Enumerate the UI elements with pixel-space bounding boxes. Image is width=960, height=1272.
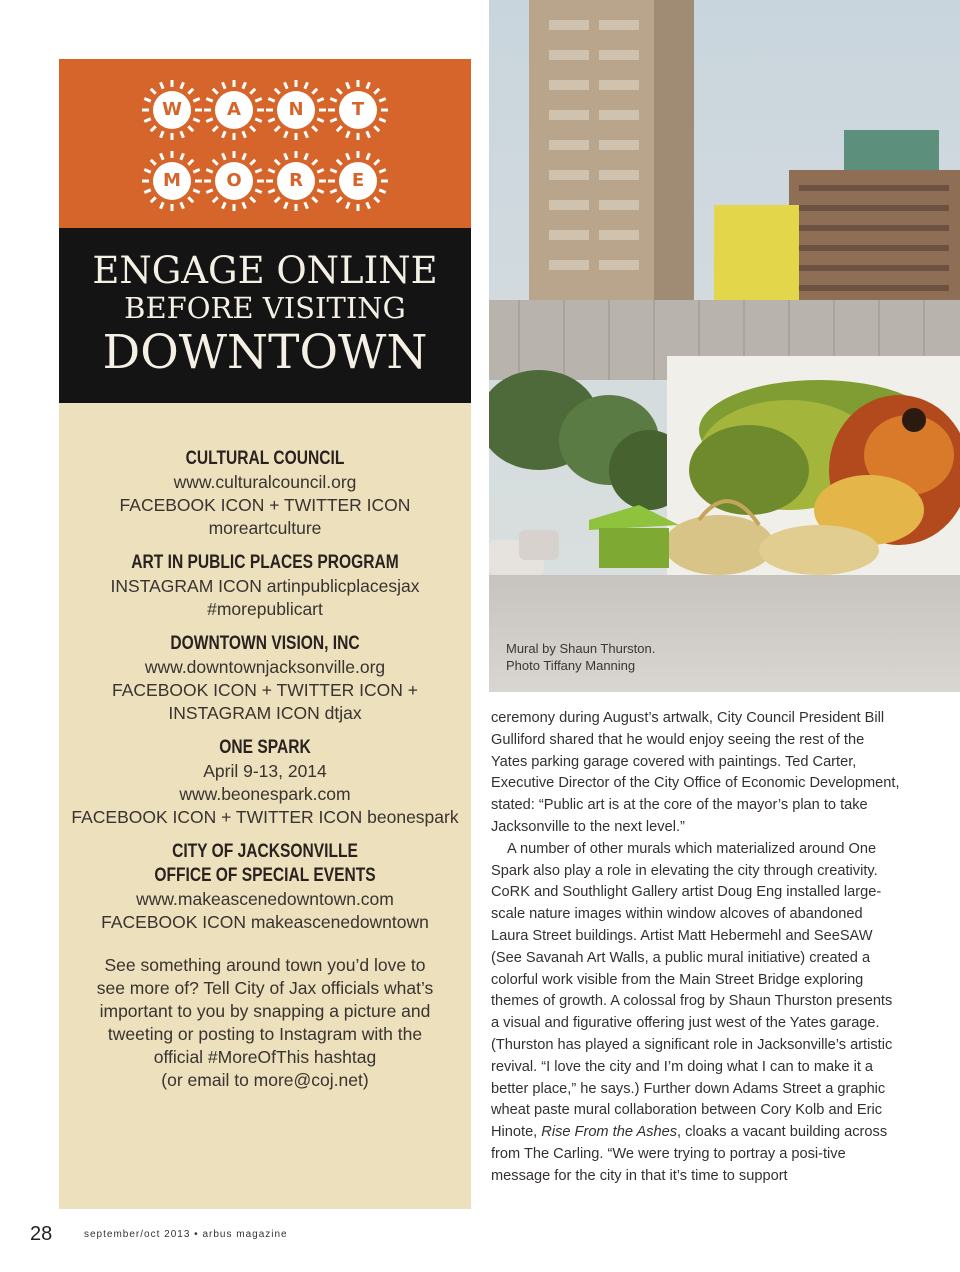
sun-letter: O [226, 170, 242, 191]
closing-line: important to you by snapping a picture and [99, 1001, 431, 1021]
publication-footer: september/oct 2013 • arbus magazine [84, 1229, 288, 1240]
closing-line: See something around town you’d love to [104, 955, 426, 975]
organization-detail-line: moreartculture [208, 518, 322, 538]
organization-detail-line: www.downtownjacksonville.org [144, 657, 386, 677]
photo-caption [506, 640, 655, 674]
sun-letter-badge [202, 149, 266, 213]
article-body [491, 708, 903, 1188]
engage-headline-box [59, 228, 471, 403]
headline-line-1: ENGAGE ONLINE [92, 249, 438, 292]
organization-name: ONE SPARK [219, 737, 311, 758]
paragraph-2-continuation: , cloaks a vacant building across from The Carling. “We were trying to portray a posi-tive message for the city in that it’s time to support [491, 1124, 888, 1184]
organization-name: DOWNTOWN VISION, INC [170, 633, 360, 654]
sun-letter-badge [264, 149, 328, 213]
organization-detail-line: www.culturalcouncil.org [173, 472, 357, 492]
want-more-banner [59, 59, 471, 228]
want-more-sidebar [59, 59, 471, 1209]
organization-detail-line: INSTAGRAM ICON dtjax [168, 703, 362, 723]
caption-line-2: Photo Tiffany Manning [506, 658, 636, 673]
sun-letter-badge [326, 78, 390, 142]
want-word-row [59, 78, 471, 142]
sun-letter-badge [140, 78, 204, 142]
sun-letter-badge [202, 78, 266, 142]
sun-letter: E [351, 170, 365, 191]
organization-detail-line: April 9-13, 2014 [203, 761, 327, 781]
organization-listings [59, 403, 471, 1209]
article-paragraph-1: ceremony during August’s artwalk, City Council President Bill Gulliford shared that he would enjoy seeing the rest of the Yates parking garage covered with paintings. Ted Carter, Executive Director of the City Office of Economic Development, stated: “Public art is at the core of the mayor’s plan to take Jacksonville to the next level.” [491, 710, 900, 835]
organization-detail-line: INSTAGRAM ICON artinpublicplacesjax [110, 576, 420, 596]
sun-letter: R [289, 170, 303, 191]
sun-letter-badge [140, 149, 204, 213]
sun-letter: W [162, 99, 182, 120]
paragraph-2-text: A number of other murals which materialized around One Spark also play a role in elevating the city through creativity. CoRK and Southlight Gallery artist Doug Eng installed large-scale nature images within window alcoves of abandoned Laura Street buildings. Artist Matt Hebermehl and SeeSAW (See Savanah Art Walls, a public mural initiative) created a colorful work visible from the Main Street Bridge exploring themes of growth. A colossal frog by Shaun Thurston presents a visual and figurative offering just west of the Yates garage. (Thurston has played a significant role in Jacksonville’s artistic revival. “I love the city and I’m doing what I can to make it a better place,” he says.) Further down Adams Street a graphic wheat paste mural collaboration between Cory Kolb and Eric Hinote, [491, 840, 893, 1141]
sun-letter: T [351, 99, 365, 120]
organization-list [59, 447, 471, 934]
page-number: 28 [30, 1223, 53, 1245]
headline-line-3: DOWNTOWN [102, 325, 428, 380]
closing-line: tweeting or posting to Instagram with the [107, 1024, 423, 1044]
organization-entry [59, 551, 471, 621]
organization-detail-line: FACEBOOK ICON + TWITTER ICON [119, 495, 411, 515]
organization-detail-line: FACEBOOK ICON + TWITTER ICON beonespark [71, 807, 459, 827]
organization-detail-line: FACEBOOK ICON makeascenedowntown [101, 912, 429, 932]
organization-detail-line: FACEBOOK ICON + TWITTER ICON + [112, 680, 418, 700]
more-word-row [59, 149, 471, 213]
closing-line: (or email to more@coj.net) [161, 1070, 369, 1090]
mural-title: Rise From the Ashes [541, 1124, 678, 1141]
organization-detail-line: www.makeascenedowntown.com [136, 889, 394, 909]
organization-detail-line: www.beonespark.com [179, 784, 351, 804]
mural-photo [489, 0, 960, 692]
sun-letter: N [288, 99, 304, 120]
organization-entry [59, 736, 471, 829]
sun-letter: M [163, 170, 181, 191]
organization-entry [59, 840, 471, 934]
closing-line: see more of? Tell City of Jax officials what’s [96, 978, 434, 998]
headline-line-2: BEFORE VISITING [124, 291, 406, 325]
article-paragraph-2 [491, 839, 903, 1188]
organization-name: ART IN PUBLIC PLACES PROGRAM [131, 552, 399, 573]
caption-line-1: Mural by Shaun Thurston. [506, 641, 656, 656]
organization-name: CULTURAL COUNCIL [185, 448, 345, 469]
sun-letter-badge [264, 78, 328, 142]
sun-letter-badge [326, 149, 390, 213]
closing-line: official #MoreOfThis hashtag [153, 1047, 377, 1067]
organization-entry [59, 447, 471, 540]
organization-name: CITY OF JACKSONVILLE [172, 841, 358, 862]
organization-name: OFFICE OF SPECIAL EVENTS [154, 865, 376, 886]
closing-callout [59, 954, 471, 1092]
organization-detail-line: #morepublicart [207, 599, 323, 619]
mural-photo-illustration [489, 0, 960, 692]
organization-entry [59, 632, 471, 725]
sun-letter: A [227, 99, 241, 120]
